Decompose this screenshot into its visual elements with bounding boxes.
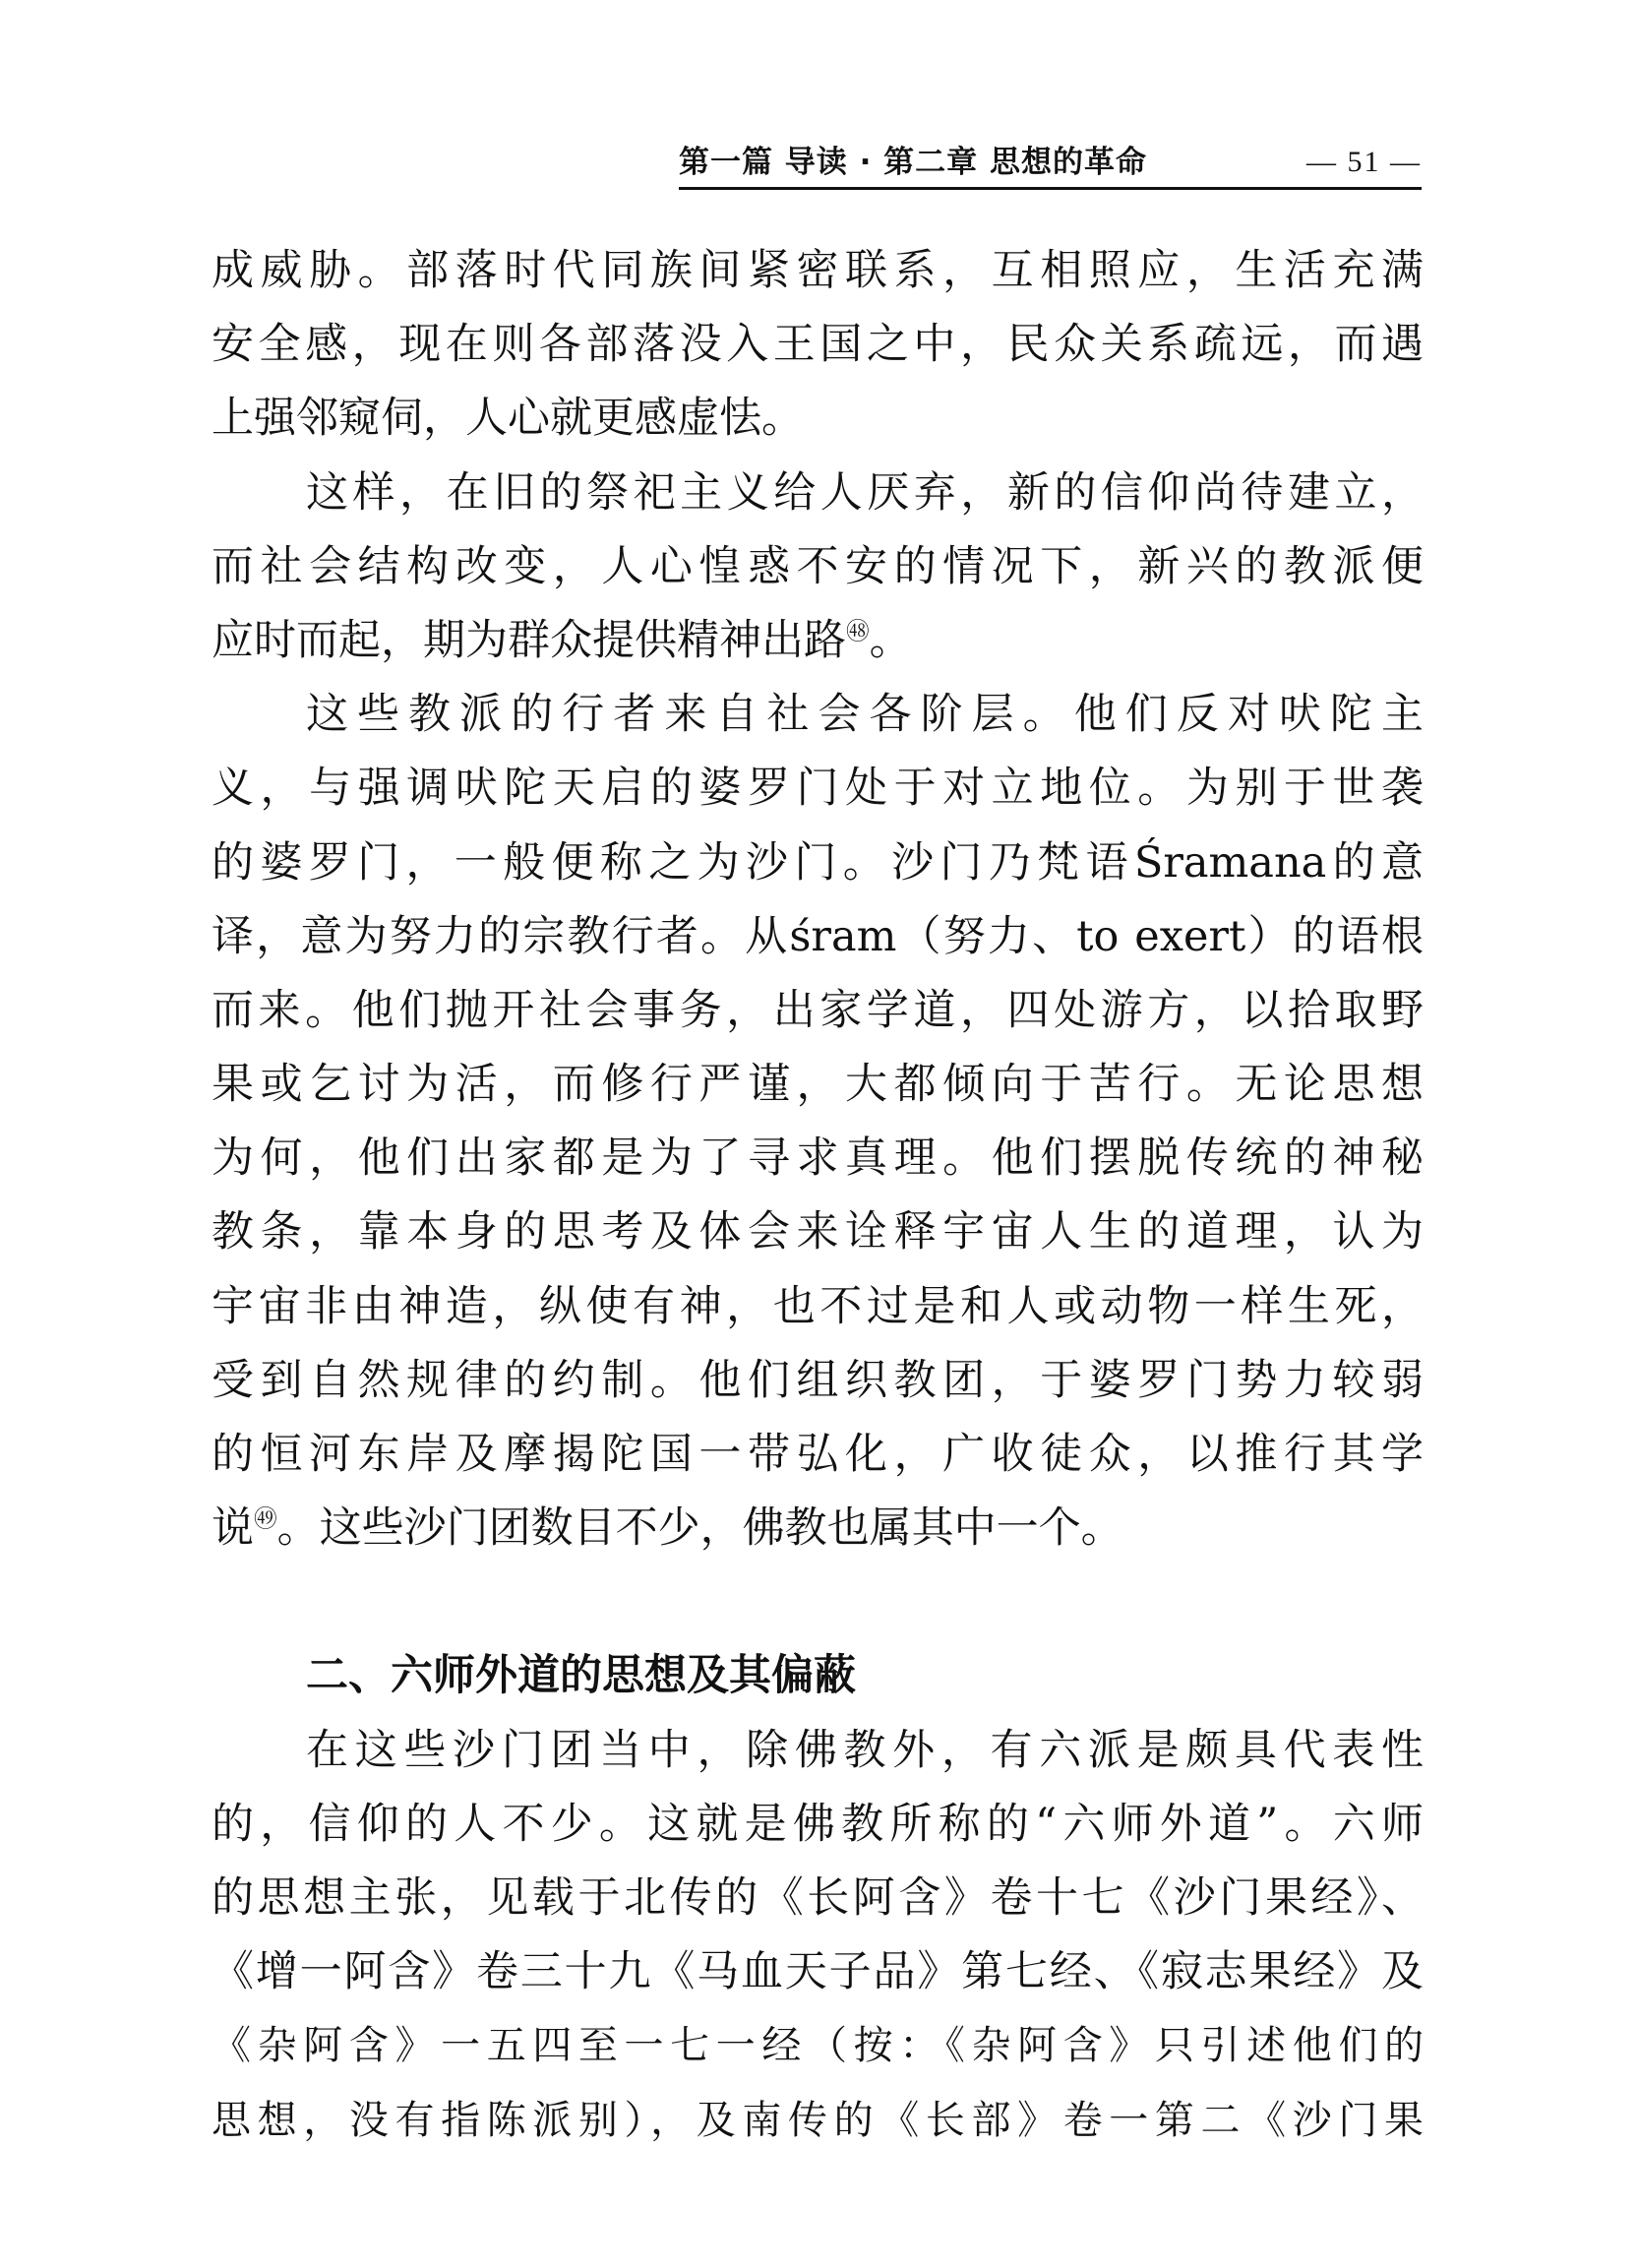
text-line: 这些教派的行者来自社会各阶层。他们反对吠陀主 bbox=[306, 690, 1424, 740]
text-line: 安全感，现在则各部落没入王国之中，民众关系疏远，而遇 bbox=[212, 320, 1424, 370]
header-rule bbox=[679, 187, 1422, 190]
text-line: 译，意为努力的宗教行者。从śram（努力、to exert）的语根 bbox=[212, 911, 1424, 961]
text-line: 上强邻窥伺，人心就更感虚怯。 bbox=[212, 394, 804, 444]
text-line: 《增一阿含》卷三十九《马血天子品》第七经、《寂志果经》及 bbox=[212, 1947, 1424, 1997]
text-line: 受到自然规律的约制。他们组织教团，于婆罗门势力较弱 bbox=[212, 1355, 1424, 1405]
text-line: 思想，没有指陈派别），及南传的《长部》卷一第二《沙门果 bbox=[212, 2097, 1424, 2143]
text-line: 的思想主张，见载于北传的《长阿含》卷十七《沙门果经》、 bbox=[212, 1872, 1424, 1923]
page-number: — 51 — bbox=[1306, 146, 1422, 178]
text-line: 而社会结构改变，人心惶惑不安的情况下，新兴的教派便 bbox=[212, 541, 1424, 591]
text-line: 为何，他们出家都是为了寻求真理。他们摆脱传统的神秘 bbox=[212, 1134, 1424, 1184]
line-text: 说 bbox=[212, 1503, 254, 1554]
text-line: 《杂阿含》一五四至一七一经（按：《杂阿含》只引述他们的 bbox=[212, 2023, 1424, 2069]
text-line: 成威胁。部落时代同族间紧密联系，互相照应，生活充满 bbox=[212, 246, 1424, 295]
text-line: 的，信仰的人不少。这就是佛教所称的“六师外道”。六师 bbox=[212, 1799, 1424, 1849]
body-text bbox=[212, 234, 1424, 2158]
text-line: 这样，在旧的祭祀主义给人厌弃，新的信仰尚待建立， bbox=[306, 467, 1424, 518]
text-line bbox=[212, 1492, 1424, 1565]
line-text: 。 bbox=[869, 615, 912, 665]
footnote-marker-48: ㊽ bbox=[846, 617, 870, 645]
running-head-title: 第一篇 导读 · 第二章 思想的革命 bbox=[679, 145, 1147, 180]
line-text: 。这些沙门团数目不少，佛教也属其中一个。 bbox=[276, 1503, 1123, 1554]
text-line: 的恒河东岸及摩揭陀国一带弘化，广收徒众，以推行其学 bbox=[212, 1430, 1424, 1479]
running-head bbox=[679, 138, 1422, 187]
section-gap bbox=[212, 1565, 1424, 1639]
text-line: 义，与强调吠陀天启的婆罗门处于对立地位。为别于世袭 bbox=[212, 764, 1424, 814]
text-line: 宇宙非由神造，纵使有神，也不过是和人或动物一样生死， bbox=[212, 1281, 1424, 1331]
text-line: 而来。他们抛开社会事务，出家学道，四处游方，以拾取野 bbox=[212, 985, 1424, 1035]
section-heading: 二、六师外道的思想及其偏蔽 bbox=[306, 1651, 856, 1701]
text-line: 的婆罗门，一般便称之为沙门。沙门乃梵语Śramana的意 bbox=[212, 837, 1424, 888]
text-line: 教条，靠本身的思考及体会来诠释宇宙人生的道理，认为 bbox=[212, 1207, 1424, 1257]
text-line bbox=[212, 604, 1424, 678]
text-line: 果或乞讨为活，而修行严谨，大都倾向于苦行。无论思想 bbox=[212, 1060, 1424, 1110]
line-text: 应时而起，期为群众提供精神出路 bbox=[212, 615, 846, 665]
text-line: 在这些沙门团当中，除佛教外，有六派是颇具代表性 bbox=[306, 1725, 1424, 1775]
footnote-marker-49: ㊾ bbox=[254, 1504, 277, 1533]
